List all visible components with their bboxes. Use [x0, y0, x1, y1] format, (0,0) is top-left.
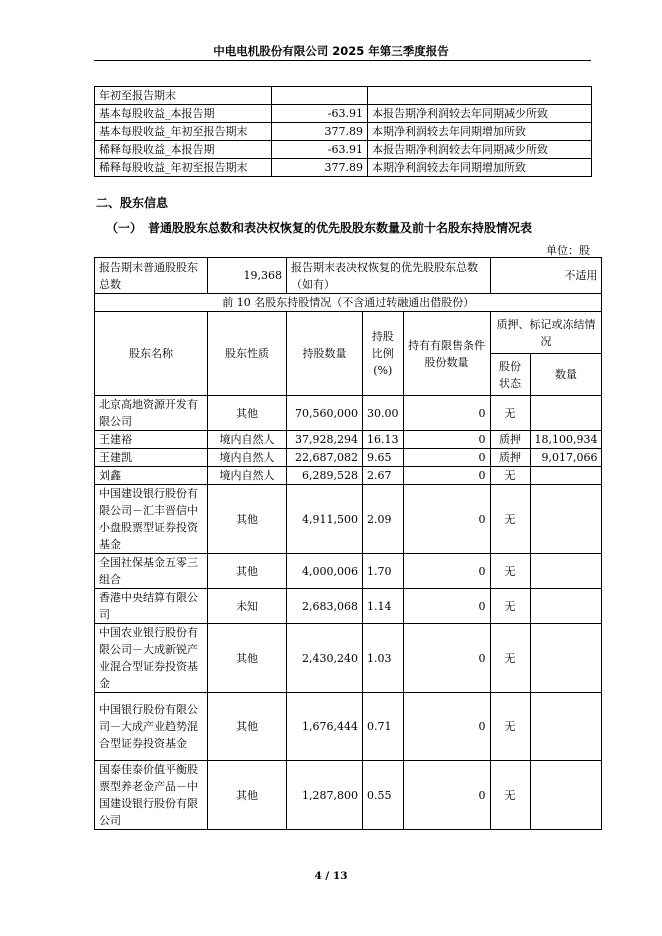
eps-row [95, 141, 592, 159]
shareholder-amount: 18,100,934 [530, 431, 602, 449]
shareholder-ratio: 2.09 [363, 485, 404, 554]
shareholder-nature: 境内自然人 [208, 449, 287, 467]
shareholder-ratio: 0.71 [363, 693, 404, 761]
shareholder-name: 全国社保基金五零三组合 [95, 554, 208, 589]
col-header-pledge-status: 股份状态 [490, 354, 530, 396]
shareholder-amount [530, 467, 602, 485]
shareholder-row [95, 449, 602, 467]
eps-value [272, 87, 368, 105]
eps-label: 基本每股收益_年初至报告期末 [95, 123, 272, 141]
col-header-pledge-amount: 数量 [530, 354, 602, 396]
col-header-restricted: 持有有限售条件股份数量 [403, 312, 490, 396]
shareholder-status: 无 [490, 589, 530, 624]
shareholder-table [94, 257, 602, 830]
shareholder-nature: 其他 [208, 554, 287, 589]
preferred-shareholders-label: 报告期末表决权恢复的优先股股东总数（如有） [287, 258, 491, 294]
shareholder-shares: 2,683,068 [287, 589, 363, 624]
eps-note: 本报告期净利润较去年同期减少所致 [368, 105, 592, 123]
shareholder-nature: 其他 [208, 624, 287, 693]
shareholder-row [95, 467, 602, 485]
preferred-shareholders-value: 不适用 [490, 258, 602, 294]
shareholder-nature: 其他 [208, 396, 287, 431]
shareholder-row [95, 431, 602, 449]
eps-label: 年初至报告期末 [95, 87, 272, 105]
shareholder-amount [530, 761, 602, 830]
shareholder-restricted: 0 [403, 485, 490, 554]
total-shareholders-value: 19,368 [208, 258, 287, 294]
shareholder-status: 无 [490, 467, 530, 485]
shareholder-row [95, 761, 602, 830]
col-header-shares: 持股数量 [287, 312, 363, 396]
shareholder-status: 无 [490, 624, 530, 693]
section-title: 二、股东信息 [96, 196, 169, 210]
eps-label: 稀释每股收益_本报告期 [95, 141, 272, 159]
shareholder-ratio: 9.65 [363, 449, 404, 467]
shareholder-shares: 70,560,000 [287, 396, 363, 431]
shareholder-ratio: 2.67 [363, 467, 404, 485]
shareholder-status: 质押 [490, 431, 530, 449]
col-header-pledge: 质押、标记或冻结情况 [490, 312, 602, 354]
shareholder-restricted: 0 [403, 396, 490, 431]
shareholder-shares: 22,687,082 [287, 449, 363, 467]
shareholder-amount [530, 396, 602, 431]
eps-row [95, 159, 592, 177]
shareholder-shares: 6,289,528 [287, 467, 363, 485]
col-header-ratio: 持股比例(%) [363, 312, 404, 396]
shareholder-restricted: 0 [403, 449, 490, 467]
shareholder-status: 质押 [490, 449, 530, 467]
eps-row [95, 105, 592, 123]
shareholder-amount [530, 624, 602, 693]
shareholder-amount [530, 589, 602, 624]
shareholder-name: 中国银行股份有限公司－大成产业趋势混合型证券投资基金 [95, 693, 208, 761]
eps-row [95, 123, 592, 141]
shareholder-name: 国泰佳泰价值平衡股票型养老金产品－中国建设银行股份有限公司 [95, 761, 208, 830]
shareholder-ratio: 1.70 [363, 554, 404, 589]
shareholder-row [95, 396, 602, 431]
subsection-title: （一） 普通股股东总数和表决权恢复的优先股股东数量及前十名股东持股情况表 [106, 221, 533, 235]
col-header-name: 股东名称 [95, 312, 208, 396]
shareholder-status: 无 [490, 485, 530, 554]
eps-note: 本报告期净利润较去年同期减少所致 [368, 141, 592, 159]
shareholder-nature: 未知 [208, 589, 287, 624]
report-header-title: 中电电机股份有限公司 2025 年第三季度报告 [213, 44, 449, 58]
shareholder-nature: 其他 [208, 761, 287, 830]
shareholder-restricted: 0 [403, 589, 490, 624]
eps-value: -63.91 [272, 141, 368, 159]
shareholder-row [95, 693, 602, 761]
shareholder-row [95, 485, 602, 554]
eps-label: 基本每股收益_本报告期 [95, 105, 272, 123]
shareholder-restricted: 0 [403, 624, 490, 693]
shareholder-name: 中国建设银行股份有限公司－汇丰晋信中小盘股票型证券投资基金 [95, 485, 208, 554]
shareholder-row [95, 554, 602, 589]
shareholder-ratio: 30.00 [363, 396, 404, 431]
shareholder-status: 无 [490, 693, 530, 761]
shareholder-restricted: 0 [403, 693, 490, 761]
shareholder-restricted: 0 [403, 467, 490, 485]
shareholder-restricted: 0 [403, 431, 490, 449]
shareholder-name: 中国农业银行股份有限公司－大成新锐产业混合型证券投资基金 [95, 624, 208, 693]
eps-value: -63.91 [272, 105, 368, 123]
page-number: 4 / 13 [314, 870, 348, 882]
shareholder-shares: 1,287,800 [287, 761, 363, 830]
shareholder-nature: 境内自然人 [208, 467, 287, 485]
shareholder-shares: 4,911,500 [287, 485, 363, 554]
shareholder-status: 无 [490, 554, 530, 589]
top10-caption-row [95, 294, 602, 312]
shareholder-nature: 境内自然人 [208, 431, 287, 449]
shareholder-nature: 其他 [208, 485, 287, 554]
summary-row [95, 258, 602, 294]
shareholder-status: 无 [490, 396, 530, 431]
shareholder-row [95, 589, 602, 624]
shareholder-amount [530, 554, 602, 589]
shareholder-name: 刘鑫 [95, 467, 208, 485]
shareholder-nature: 其他 [208, 693, 287, 761]
shareholder-status: 无 [490, 761, 530, 830]
header-row [95, 312, 602, 354]
eps-value: 377.89 [272, 123, 368, 141]
shareholder-amount: 9,017,066 [530, 449, 602, 467]
shareholder-restricted: 0 [403, 761, 490, 830]
shareholder-shares: 4,000,006 [287, 554, 363, 589]
shareholder-shares: 37,928,294 [287, 431, 363, 449]
total-shareholders-label: 报告期末普通股股东总数 [95, 258, 208, 294]
shareholder-ratio: 1.03 [363, 624, 404, 693]
shareholder-name: 香港中央结算有限公司 [95, 589, 208, 624]
eps-row [95, 87, 592, 105]
shareholder-name: 王建凯 [95, 449, 208, 467]
eps-note: 本期净利润较去年同期增加所致 [368, 123, 592, 141]
shareholder-row [95, 624, 602, 693]
top10-caption: 前 10 名股东持股情况（不含通过转融通出借股份） [95, 294, 602, 312]
shareholder-name: 北京高地资源开发有限公司 [95, 396, 208, 431]
shareholder-ratio: 0.55 [363, 761, 404, 830]
shareholder-amount [530, 485, 602, 554]
unit-label: 单位：股 [546, 244, 590, 257]
shareholder-amount [530, 693, 602, 761]
shareholder-ratio: 16.13 [363, 431, 404, 449]
eps-note: 本期净利润较去年同期增加所致 [368, 159, 592, 177]
shareholder-shares: 1,676,444 [287, 693, 363, 761]
col-header-nature: 股东性质 [208, 312, 287, 396]
shareholder-name: 王建裕 [95, 431, 208, 449]
eps-label: 稀释每股收益_年初至报告期末 [95, 159, 272, 177]
shareholder-ratio: 1.14 [363, 589, 404, 624]
eps-value: 377.89 [272, 159, 368, 177]
shareholder-shares: 2,430,240 [287, 624, 363, 693]
shareholder-restricted: 0 [403, 554, 490, 589]
eps-note [368, 87, 592, 105]
header-divider [94, 60, 591, 61]
eps-table [94, 86, 592, 177]
